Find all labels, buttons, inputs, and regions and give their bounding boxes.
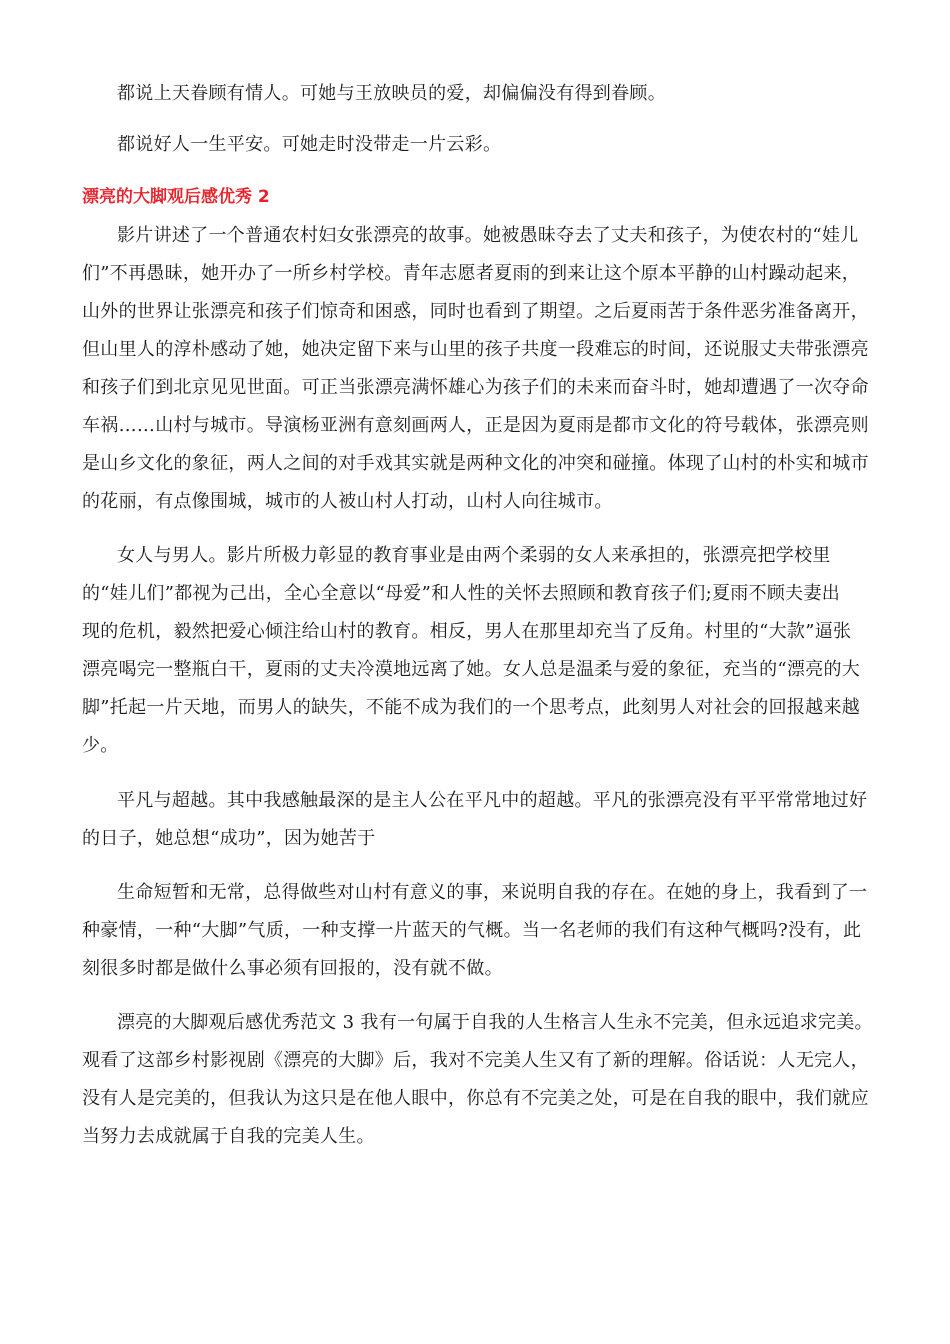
paragraph-5-line: 当努力去成就属于自我的完美人生。	[82, 1126, 375, 1147]
paragraph-2-line: 现的危机，毅然把爱心倾注给山村的教育。相反，男人在那里却充当了反角。村里的“大款”逼张	[82, 621, 852, 642]
paragraph-4-line: 刻很多时都是做什么事必须有回报的，没有就不做。	[82, 958, 503, 979]
paragraph-1-line: 山外的世界让张漂亮和孩子们惊奇和困惑，同时也看到了期望。之后夏雨苦于条件恶劣准备离开，	[82, 301, 869, 322]
paragraph-1-line: 但山里人的淳朴感动了她，她决定留下来与山里的孩子共度一段难忘的时间，还说服丈夫带张漂亮	[82, 339, 869, 360]
intro-line-2: 都说好人一生平安。可她走时没带走一片云彩。	[117, 134, 502, 155]
paragraph-5-line: 漂亮的大脚观后感优秀范文 3 我有一句属于自我的人生格言人生永不完美，但永远追求完美。	[117, 1012, 873, 1033]
paragraph-1-line: 和孩子们到北京见见世面。可正当张漂亮满怀雄心为孩子们的未来而奋斗时，她却遭遇了一次夺命	[82, 377, 869, 398]
paragraph-2-line: 少。	[82, 735, 119, 756]
paragraph-1-line: 是山乡文化的象征，两人之间的对手戏其实就是两种文化的冲突和碰撞。体现了山村的朴实和城市	[82, 453, 869, 474]
paragraph-2-line: 脚”托起一片天地，而男人的缺失，不能不成为我们的一个思考点，此刻男人对社会的回报越来越	[82, 697, 861, 718]
paragraph-2-line: 漂亮喝完一整瓶白干，夏雨的丈夫冷漠地远离了她。女人总是温柔与爱的象征，充当的“漂亮的大	[82, 659, 861, 680]
paragraph-4-line: 种豪情，一种“大脚”气质，一种支撑一片蓝天的气概。当一名老师的我们有这种气概吗?没有，此	[82, 920, 862, 941]
paragraph-2-line: 的“娃儿们”都视为己出，全心全意以“母爱”和人性的关怀去照顾和教育孩子们;夏雨不顾夫妻出	[82, 583, 841, 604]
section-heading: 漂亮的大脚观后感优秀 2	[82, 187, 270, 207]
paragraph-3-line: 平凡与超越。其中我感触最深的是主人公在平凡中的超越。平凡的张漂亮没有平平常常地过好	[117, 790, 868, 811]
intro-line-1: 都说上天眷顾有情人。可她与王放映员的爱，却偏偏没有得到眷顾。	[117, 83, 666, 104]
paragraph-1-line: 车祸……山村与城市。导演杨亚洲有意刻画两人，正是因为夏雨是都市文化的符号载体，张漂亮则	[82, 415, 869, 436]
paragraph-5-line: 没有人是完美的，但我认为这只是在他人眼中，你总有不完美之处，可是在自我的眼中，我们就应	[82, 1088, 869, 1109]
paragraph-1-line: 的花丽，有点像围城，城市的人被山村人打动，山村人向往城市。	[82, 491, 613, 512]
paragraph-2-line: 女人与男人。影片所极力彰显的教育事业是由两个柔弱的女人来承担的，张漂亮把学校里	[117, 545, 831, 566]
paragraph-3-line: 的日子，她总想“成功”，因为她苦于	[82, 828, 376, 849]
paragraph-4-line: 生命短暂和无常，总得做些对山村有意义的事，来说明自我的存在。在她的身上，我看到了一	[117, 882, 868, 903]
paragraph-1-line: 们”不再愚昧，她开办了一所乡村学校。青年志愿者夏雨的到来让这个原本平静的山村躁动起来，	[82, 263, 861, 284]
paragraph-5-line: 观看了这部乡村影视剧《漂亮的大脚》后，我对不完美人生又有了新的理解。俗话说：人无完人，	[82, 1050, 869, 1071]
paragraph-1-line: 影片讲述了一个普通农村妇女张漂亮的故事。她被愚昧夺去了丈夫和孩子，为使农村的“娃儿	[117, 225, 859, 246]
